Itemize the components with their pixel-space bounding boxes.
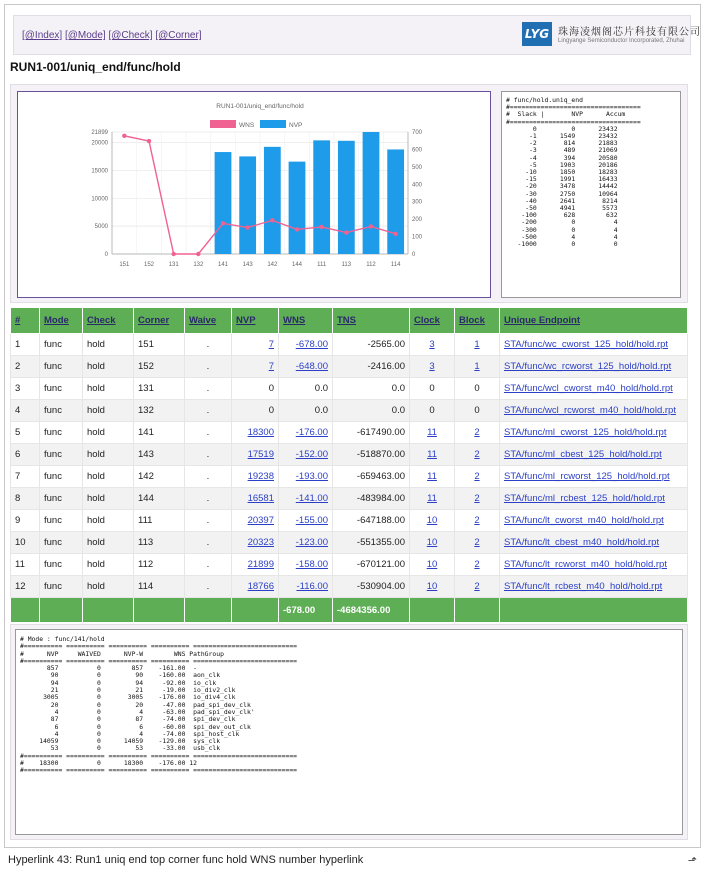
right-tick-label: 600: [412, 147, 423, 154]
point-wns: [393, 232, 397, 236]
row-clock-link[interactable]: 11: [427, 471, 437, 482]
row-mode: func: [40, 466, 83, 488]
row-wns-link[interactable]: -123.00: [295, 537, 328, 548]
row-block-link[interactable]: 2: [474, 581, 480, 592]
table-row: [11, 466, 688, 488]
company-logo: [522, 20, 701, 50]
x-tick-label: 151: [119, 262, 130, 268]
row-corner: 111: [134, 510, 185, 532]
row-corner: 142: [134, 466, 185, 488]
right-tick-label: 400: [412, 182, 423, 189]
right-tick-label: 500: [412, 164, 423, 171]
row-block-link[interactable]: 2: [474, 493, 480, 504]
x-tick-label: 131: [168, 262, 179, 268]
row-corner: 132: [134, 400, 185, 422]
row-nvp: 0: [232, 378, 279, 400]
left-tick-label: 15000: [91, 168, 108, 175]
row-index: 9: [11, 510, 40, 532]
nav-index-link[interactable]: [@Index]: [22, 30, 63, 41]
header-unique-endpoint[interactable]: Unique Endpoint: [500, 308, 688, 334]
row-block-link[interactable]: 1: [474, 361, 480, 372]
bar-nvp: [289, 162, 306, 254]
row-corner: 152: [134, 356, 185, 378]
row-corner: 144: [134, 488, 185, 510]
slack-summary-text: # func/hold.uniq_end #================================== # Slack | NVP Accum #================================== 0 0 23432 -1 1549 23432 -2 814 21883 -3 489 21069 -4 394 20580 -5 1903 20186 -10 1850 18283 -15 1991 16433 -20 3478 14442 -30 2750 10964 -40 2641 8214 -50 4941 5573 -100 628 632 -200 0 4 -300 0 4 -500 4 4 -1000 0 0: [506, 96, 641, 249]
header-corner[interactable]: Corner: [134, 308, 185, 334]
row-index: 6: [11, 444, 40, 466]
nvp-wns-chart: [18, 92, 490, 297]
row-block-link[interactable]: 2: [474, 427, 480, 438]
row-check: hold: [83, 444, 134, 466]
row-mode: func: [40, 422, 83, 444]
point-wns: [171, 252, 175, 256]
row-check: hold: [83, 356, 134, 378]
row-mode: func: [40, 378, 83, 400]
row-endpoint-link[interactable]: STA/func/lt_cworst_m40_hold/hold.rpt: [504, 515, 664, 526]
table-row: [11, 532, 688, 554]
row-index: 10: [11, 532, 40, 554]
x-tick-label: 114: [390, 262, 401, 268]
row-wns-link[interactable]: -158.00: [295, 559, 328, 570]
row-nvp-link[interactable]: 7: [268, 361, 274, 372]
row-wns-link[interactable]: -193.00: [295, 471, 328, 482]
row-mode: func: [40, 510, 83, 532]
row-waive: .: [185, 356, 232, 378]
row-index: 5: [11, 422, 40, 444]
row-tns: -551355.00: [333, 532, 410, 554]
row-tns: 0.0: [333, 378, 410, 400]
x-tick-label: 111: [317, 262, 327, 268]
row-endpoint-link[interactable]: STA/func/ml_cworst_125_hold/hold.rpt: [504, 427, 667, 438]
point-wns: [147, 139, 151, 143]
row-block-link[interactable]: 2: [474, 537, 480, 548]
row-check: hold: [83, 334, 134, 356]
header-waive[interactable]: Waive: [185, 308, 232, 334]
table-row: [11, 576, 688, 598]
row-waive: .: [185, 466, 232, 488]
x-tick-label: 152: [143, 262, 155, 268]
row-endpoint-link[interactable]: STA/func/lt_rcworst_m40_hold/hold.rpt: [504, 559, 667, 570]
row-clock-link[interactable]: 11: [427, 427, 437, 438]
row-index: 3: [11, 378, 40, 400]
row-clock-link[interactable]: 3: [429, 339, 435, 350]
point-wns: [196, 252, 200, 256]
right-tick-label: 700: [412, 130, 423, 136]
row-clock-link[interactable]: 11: [427, 493, 437, 504]
table-header-row: [11, 308, 688, 334]
point-wns: [319, 225, 323, 229]
row-mode: func: [40, 488, 83, 510]
point-wns: [122, 134, 126, 138]
left-tick-label: 5000: [94, 224, 108, 231]
table-row: [11, 444, 688, 466]
row-mode: func: [40, 334, 83, 356]
left-tick-label: 10000: [91, 196, 108, 203]
row-index: 12: [11, 576, 40, 598]
row-clock-link[interactable]: 3: [429, 361, 435, 372]
point-wns: [295, 227, 299, 231]
right-tick-label: 200: [412, 217, 423, 224]
row-waive: .: [185, 378, 232, 400]
row-nvp-link[interactable]: 20397: [247, 515, 274, 526]
x-tick-label: 144: [291, 262, 303, 268]
nav-check-link[interactable]: [@Check]: [108, 30, 153, 41]
left-tick-label: 20000: [91, 140, 108, 147]
x-tick-label: 132: [193, 262, 204, 268]
header-mode[interactable]: Mode: [40, 308, 83, 334]
results-table: [10, 307, 688, 623]
row-check: hold: [83, 378, 134, 400]
table-total-row: [11, 598, 688, 623]
row-tns: -2416.00: [333, 356, 410, 378]
row-nvp-link[interactable]: 17519: [247, 449, 274, 460]
row-endpoint-link[interactable]: STA/func/wc_rcworst_125_hold/hold.rpt: [504, 361, 672, 372]
row-check: hold: [83, 422, 134, 444]
row-block-link[interactable]: 1: [474, 339, 480, 350]
row-check: hold: [83, 466, 134, 488]
nav-mode-link[interactable]: [@Mode]: [64, 30, 106, 41]
bar-nvp: [387, 149, 404, 254]
row-wns: 0.0: [279, 400, 333, 422]
row-nvp-link[interactable]: 19238: [247, 471, 274, 482]
row-wns-link[interactable]: -678.00: [295, 339, 328, 350]
x-tick-label: 112: [366, 262, 376, 268]
row-wns: 0.0: [279, 378, 333, 400]
row-index: 2: [11, 356, 40, 378]
row-corner: 113: [134, 532, 185, 554]
top-bar: [13, 15, 701, 55]
row-tns: -2565.00: [333, 334, 410, 356]
row-mode: func: [40, 532, 83, 554]
row-nvp-link[interactable]: 20323: [247, 537, 274, 548]
row-waive: .: [185, 488, 232, 510]
row-corner: 114: [134, 576, 185, 598]
total-wns: -678.00: [279, 598, 333, 623]
row-block-link[interactable]: 2: [474, 449, 480, 460]
row-clock-link[interactable]: 10: [426, 515, 438, 526]
row-endpoint-link[interactable]: STA/func/lt_cbest_m40_hold/hold.rpt: [504, 537, 660, 548]
row-wns-link[interactable]: -176.00: [295, 427, 328, 438]
row-wns-link[interactable]: -648.00: [295, 361, 328, 372]
row-check: hold: [83, 488, 134, 510]
row-mode: func: [40, 444, 83, 466]
logo-company-name: 珠海凌烟阁芯片科技有限公司: [558, 27, 701, 38]
page-title: RUN1-001/uniq_end/func/hold: [10, 60, 181, 74]
row-corner: 131: [134, 378, 185, 400]
row-waive: .: [185, 510, 232, 532]
row-tns: -483984.00: [333, 488, 410, 510]
row-endpoint-link[interactable]: STA/func/wc_cworst_125_hold/hold.rpt: [504, 339, 669, 350]
point-wns: [221, 221, 225, 225]
legend-swatch-nvp: [260, 120, 286, 128]
right-tick-label: 100: [412, 234, 423, 241]
row-tns: -530904.00: [333, 576, 410, 598]
table-row: [11, 400, 688, 422]
chart-container: [17, 91, 491, 298]
row-nvp-link[interactable]: 18766: [247, 581, 274, 592]
row-endpoint-link[interactable]: STA/func/ml_rcbest_125_hold/hold.rpt: [504, 493, 665, 504]
left-tick-label: 21899: [91, 130, 108, 136]
row-index: 11: [11, 554, 40, 576]
right-tick-label: 0: [412, 252, 416, 258]
row-mode: func: [40, 554, 83, 576]
row-wns-link[interactable]: -152.00: [295, 449, 328, 460]
table-row: [11, 378, 688, 400]
bar-nvp: [363, 132, 380, 254]
point-wns: [245, 225, 249, 229]
x-tick-label: 141: [217, 262, 229, 268]
row-clock-link[interactable]: 11: [427, 449, 437, 460]
row-corner: 141: [134, 422, 185, 444]
row-wns-link[interactable]: -141.00: [295, 493, 328, 504]
left-tick-label: 0: [104, 252, 108, 258]
row-nvp-link[interactable]: 16581: [247, 493, 274, 504]
row-waive: .: [185, 554, 232, 576]
table-row: [11, 422, 688, 444]
row-tns: -659463.00: [333, 466, 410, 488]
bar-nvp: [239, 156, 256, 254]
table-row: [11, 554, 688, 576]
total-tns: -4684356.00: [333, 598, 410, 623]
row-tns: 0.0: [333, 400, 410, 422]
row-clock: 0: [410, 400, 455, 422]
row-block: 0: [455, 400, 500, 422]
chart-panel: [10, 84, 688, 303]
row-endpoint-link[interactable]: STA/func/wcl_rcworst_m40_hold/hold.rpt: [504, 405, 676, 416]
header-index[interactable]: #: [11, 308, 40, 334]
row-waive: .: [185, 334, 232, 356]
row-tns: -647188.00: [333, 510, 410, 532]
row-waive: .: [185, 576, 232, 598]
row-endpoint-link[interactable]: STA/func/wcl_cworst_m40_hold/hold.rpt: [504, 383, 673, 394]
nav-corner-link[interactable]: [@Corner]: [155, 30, 202, 41]
row-index: 7: [11, 466, 40, 488]
header-wns[interactable]: WNS: [279, 308, 333, 334]
row-nvp-link[interactable]: 7: [268, 339, 274, 350]
row-waive: .: [185, 532, 232, 554]
table-row: [11, 510, 688, 532]
detail-text: # Mode : func/141/hold #========== ========== ========== ========== =========================== # NVP WAIVED NVP-W WNS PathGroup #========== ========== ========== ========== =========================== 857 0 857 -161.00 - 90 0 90 -160.00 aon_clk 94 0 94 -92.00 io_clk 21 0 21 -19.00 io_div2_clk 3005 0 3005 -176.00 io_div4_clk 20 0 20 -47.00 pad_spi_dev_clk 4 0 4 -63.00 pad_spi_dev_clk' 87 0 87 -74.00 spi_dev_clk 6 0 6 -60.00 spi_dev_out_clk 4 0 4 -74.00 spi_host_clk 14059 0 14059 -129.00 sys_clk 53 0 53 -33.00 usb_clk #========== ========== ========== ========== =========================== # 18300 0 18300 -176.00 12 #========== ========== ========== ========== ===========================: [20, 635, 298, 775]
row-block-link[interactable]: 2: [474, 515, 480, 526]
nav-links: [22, 30, 202, 41]
table-row: [11, 334, 688, 356]
row-wns-link[interactable]: -116.00: [296, 581, 328, 592]
row-waive: .: [185, 422, 232, 444]
logo-mark: LYG: [522, 22, 552, 46]
row-mode: func: [40, 356, 83, 378]
legend-label-wns: WNS: [239, 122, 255, 129]
header-nvp[interactable]: NVP: [232, 308, 279, 334]
bar-nvp: [313, 140, 330, 254]
row-wns-link[interactable]: -155.00: [295, 515, 328, 526]
legend-label-nvp: NVP: [289, 122, 303, 129]
row-block-link[interactable]: 2: [474, 559, 480, 570]
row-check: hold: [83, 554, 134, 576]
row-corner: 151: [134, 334, 185, 356]
row-endpoint-link[interactable]: STA/func/ml_cbest_125_hold/hold.rpt: [504, 449, 662, 460]
row-nvp-link[interactable]: 18300: [247, 427, 274, 438]
header-block[interactable]: Block: [455, 308, 500, 334]
row-clock: 0: [410, 378, 455, 400]
row-endpoint-link[interactable]: STA/func/lt_rcbest_m40_hold/hold.rpt: [504, 581, 663, 592]
table-row: [11, 488, 688, 510]
row-endpoint-link[interactable]: STA/func/ml_rcworst_125_hold/hold.rpt: [504, 471, 670, 482]
x-tick-label: 113: [341, 262, 352, 268]
chart-title: RUN1-001/uniq_end/func/hold: [216, 103, 304, 110]
external-link-icon[interactable]: ⬏: [687, 855, 697, 867]
table-row: [11, 356, 688, 378]
detail-panel: [10, 624, 688, 840]
x-tick-label: 143: [242, 262, 253, 268]
row-corner: 143: [134, 444, 185, 466]
row-block-link[interactable]: 2: [474, 471, 480, 482]
right-tick-label: 300: [412, 199, 423, 206]
figure-caption: Hyperlink 43: Run1 uniq end top corner func hold WNS number hyperlink: [8, 854, 364, 866]
row-waive: .: [185, 400, 232, 422]
logo-company-english: Lingyange Semiconductor Incorporated, Zhuhai: [558, 38, 685, 44]
bar-nvp: [338, 141, 355, 254]
row-corner: 112: [134, 554, 185, 576]
header-tns[interactable]: TNS: [333, 308, 410, 334]
row-nvp-link[interactable]: 21899: [247, 559, 274, 570]
row-waive: .: [185, 444, 232, 466]
point-wns: [344, 230, 348, 234]
row-check: hold: [83, 400, 134, 422]
x-tick-label: 142: [267, 262, 278, 268]
row-mode: func: [40, 400, 83, 422]
row-tns: -617490.00: [333, 422, 410, 444]
bar-nvp: [264, 147, 281, 254]
row-block: 0: [455, 378, 500, 400]
row-tns: -670121.00: [333, 554, 410, 576]
row-clock-link[interactable]: 10: [426, 581, 438, 592]
row-nvp: 0: [232, 400, 279, 422]
row-index: 4: [11, 400, 40, 422]
header-clock[interactable]: Clock: [410, 308, 455, 334]
row-check: hold: [83, 532, 134, 554]
bar-nvp: [215, 152, 232, 254]
row-clock-link[interactable]: 10: [426, 537, 438, 548]
detail-box: [15, 629, 683, 835]
row-check: hold: [83, 576, 134, 598]
point-wns: [270, 218, 274, 222]
row-check: hold: [83, 510, 134, 532]
row-clock-link[interactable]: 10: [426, 559, 438, 570]
header-check[interactable]: Check: [83, 308, 134, 334]
slack-summary-box: [501, 91, 681, 298]
row-tns: -518870.00: [333, 444, 410, 466]
row-mode: func: [40, 576, 83, 598]
row-index: 8: [11, 488, 40, 510]
point-wns: [369, 224, 373, 228]
legend-swatch-wns: [210, 120, 236, 128]
row-index: 1: [11, 334, 40, 356]
